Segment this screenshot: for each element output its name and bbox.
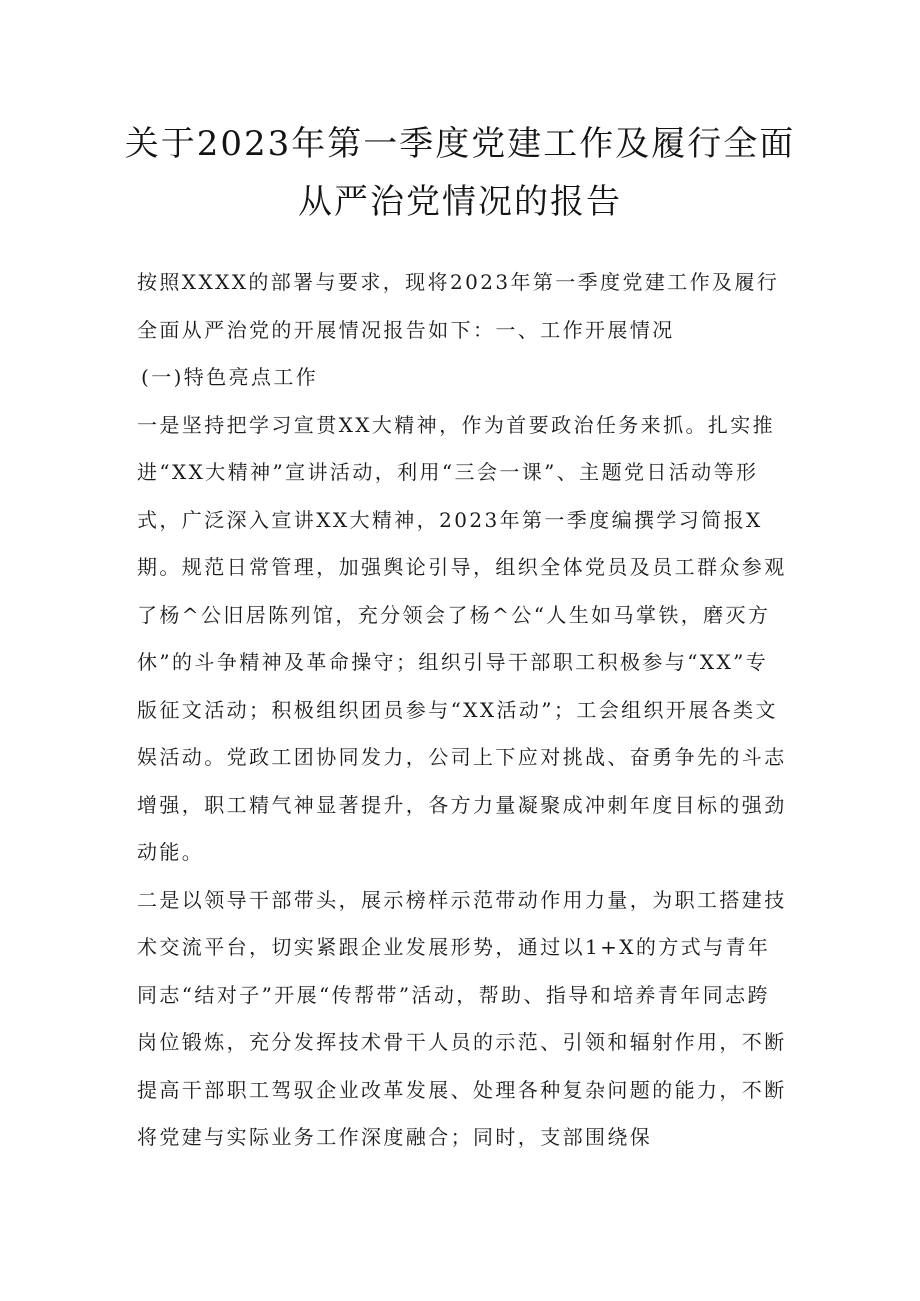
intro-paragraph: 按照XXXX的部署与要求，现将2023年第一季度党建工作及履行全面从严治党的开展情况报告如下：一、工作开展情况 [137,270,780,342]
paragraph-one: 一是坚持把学习宣贯XX大精神，作为首要政治任务来抓。扎实推进“XX大精神”宣讲活动，利用“三会一课”、主题党日活动等形式，广泛深入宣讲XX大精神，2023年第一季度编撰学习简报X期。规范日常管理，加强舆论引导，组织全体党员及员工群众参观了杨^公旧居陈列馆，充分领会了杨^公“人生如马掌铁，磨灭方休”的斗争精神及革命操守；组织引导干部职工积极参与“XX”专版征文活动；积极组织团员参与“XX活动”；工会组织开展各类文娱活动。党政工团协同发力，公司上下应对挑战、奋勇争先的斗志增强，职工精气神显著提升，各方力量凝聚成冲刺年度目标的强劲动能。 [137,412,787,864]
document-title-line-2: 从严治党情况的报告 [298,182,622,222]
section-heading: (一)特色亮点工作 [141,365,319,389]
document-body [137,259,787,1162]
paragraph-two: 二是以领导干部带头，展示榜样示范带动作用力量，为职工搭建技术交流平台，切实紧跟企业发展形势，通过以1+X的方式与青年同志“结对子”开展“传帮带”活动，帮助、指导和培养青年同志跨岗位锻炼，充分发挥技术骨干人员的示范、引领和辐射作用，不断提高干部职工驾驭企业改革发展、处理各种复杂问题的能力，不断将党建与实际业务工作深度融合；同时，支部围绕保 [137,887,787,1149]
document-title-line-1: 关于2023年第一季度党建工作及履行全面 [124,124,796,164]
